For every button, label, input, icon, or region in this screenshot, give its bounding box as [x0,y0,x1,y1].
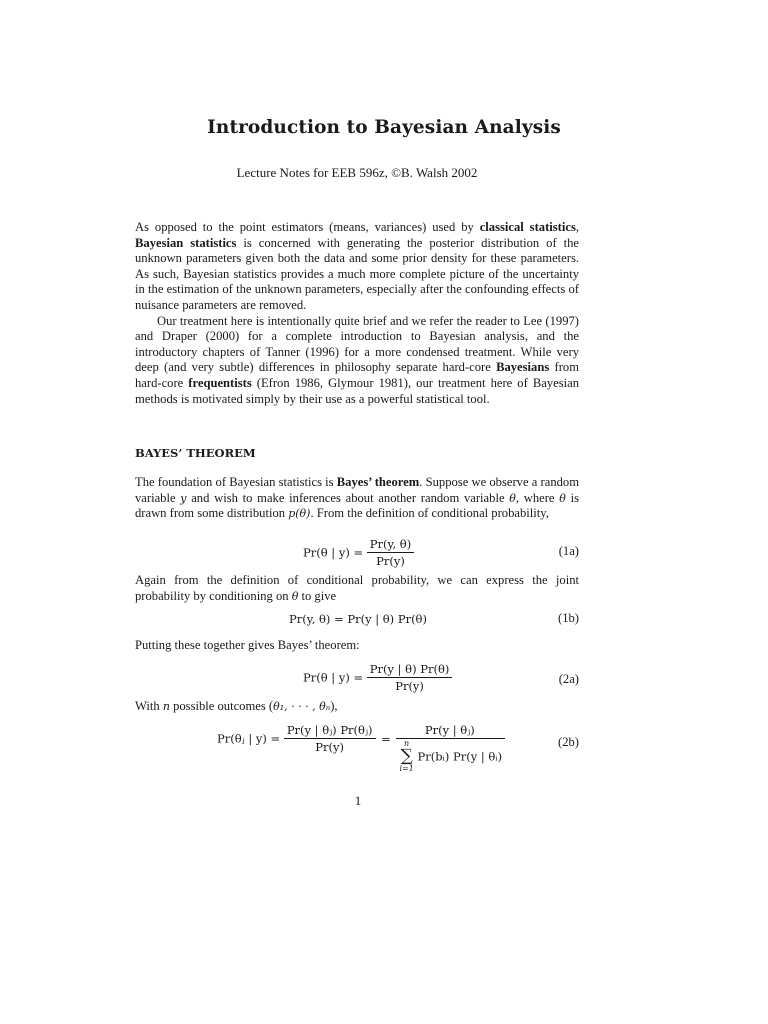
equation-1a [135,537,579,571]
eq2b-lhs: Pr(θⱼ | y) = [217,731,281,746]
section-heading: BAYES’ THEOREM [135,446,256,460]
p4-text-2: to give [298,588,337,603]
p3-bold-1: Bayes’ theorem [336,475,420,489]
eq2b-denominator-1: Pr(y) [315,740,345,754]
eq2a-lhs: Pr(θ | y) = [303,670,364,685]
paragraph-5: Putting these together gives Bayes’ theorem: [135,638,360,652]
subtitle-prefix: Lecture Notes for EEB 596z, [236,165,392,180]
p1-bold-2: Bayesian statistics [135,235,237,250]
page-number: 1 [354,793,362,808]
paragraph-1 [135,220,579,314]
p2-bold-1: Bayesians [496,360,550,375]
p6-math-1: n [162,700,170,713]
sum-symbol [399,740,413,773]
p6-math-2: θ₁, · · · , θₙ [273,700,331,713]
paragraph-4 [135,573,579,604]
paragraph-3 [135,475,579,522]
sigma-icon: ∑ [400,746,413,766]
eq2b-denominator-2: Pr(bᵢ) Pr(y | θᵢ) [417,749,503,764]
p3-math-3: θ [559,491,566,505]
p2-bold-2: frequentists [188,375,252,390]
p3-text-2: . Suppose we observe a random variable [135,475,580,505]
p4-text-1: Again from the definition of conditional probability, we can express the joint probability by conditioning on [135,573,579,603]
subtitle-author: B. Walsh 2002 [401,165,478,180]
p3-math-4: p(θ) [288,507,311,521]
eq2b-numerator-1: Pr(y | θⱼ) Pr(θⱼ) [284,723,376,739]
p6-text-3: ), [330,699,338,713]
p1-text-1: As opposed to the point estimators (means, variances) used by [135,220,480,234]
p6-text-1: With [135,699,163,713]
eq2b-label: (2b) [558,735,579,749]
document-subtitle [0,165,714,181]
eq2b-denominator-2-wrap [396,739,505,773]
eq1a-lhs: Pr(θ | y) = [303,545,364,560]
intro-paragraphs [135,220,579,407]
copyright-symbol: © [391,165,402,180]
p2-text-2: from hard-core [135,360,579,390]
eq2a-label: (2a) [558,672,579,686]
p3-text-4: , where [515,490,560,505]
eq2b-equals: = [381,731,391,746]
eq2b-numerator-2: Pr(y | θⱼ) [396,723,505,739]
eq2a-numerator: Pr(y | θ) Pr(θ) [367,662,453,678]
eq2a-denominator: Pr(y) [395,679,424,693]
p1-text-3: is concerned with generating the posterior distribution of the unknown parameters given both the data and some prior density for these parameters. As such, Bayesian statistics provides a much more complete picture of the uncertainty in the estimation of the unknown parameters, especially after the confounding effects of nuisance parameters are removed. [135,235,579,312]
sum-lower-limit: i=1 [399,764,414,773]
eq1a-denominator: Pr(y) [376,554,405,568]
eq1a-numerator: Pr(y, θ) [367,537,414,553]
p3-text-3: and wish to make inferences about another random variable [186,490,510,505]
paragraph-2 [135,314,579,408]
equation-2b [135,723,579,783]
p4-math-1: θ [291,589,299,603]
p2-text-3: (Efron 1986, Glymour 1981), our treatment here of Bayesian methods is motivated simply by their use as a powerful statistical tool. [135,375,579,406]
equation-1b [135,611,579,631]
p3-text-5: is drawn from some distribution [135,490,579,521]
p3-math-1: y [180,491,187,505]
eq1a-fraction [367,537,414,568]
eq1b-label: (1b) [558,611,579,625]
p1-bold-1: classical statistics [479,220,576,234]
equation-2a [135,662,579,696]
eq1a-label: (1a) [558,544,579,558]
sum-upper-limit: n [404,739,410,748]
eq2b-fraction-1 [284,723,376,754]
eq2b-fraction-2 [396,723,505,773]
document-title: Introduction to Bayesian Analysis [207,117,561,138]
p3-math-2: θ [509,491,516,505]
p1-text-2: , [575,220,579,234]
eq1b-expression: Pr(y, θ) = Pr(y | θ) Pr(θ) [289,612,427,626]
p3-text-6: . From the definition of conditional probability, [310,506,549,521]
p2-text-1: Our treatment here is intentionally quite brief and we refer the reader to Lee (1997) and Draper (2000) for a complete introduction to Bayesian analysis, and the introductory chapters of Tanner (1996) for a more condensed treatment. While very deep (and very subtle) differences in philosophy separate hard-core [135,313,579,375]
p6-text-2: possible outcomes ( [169,699,274,713]
eq2a-fraction [367,662,453,693]
p3-text-1: The foundation of Bayesian statistics is [135,475,337,489]
paragraph-6 [135,699,579,715]
